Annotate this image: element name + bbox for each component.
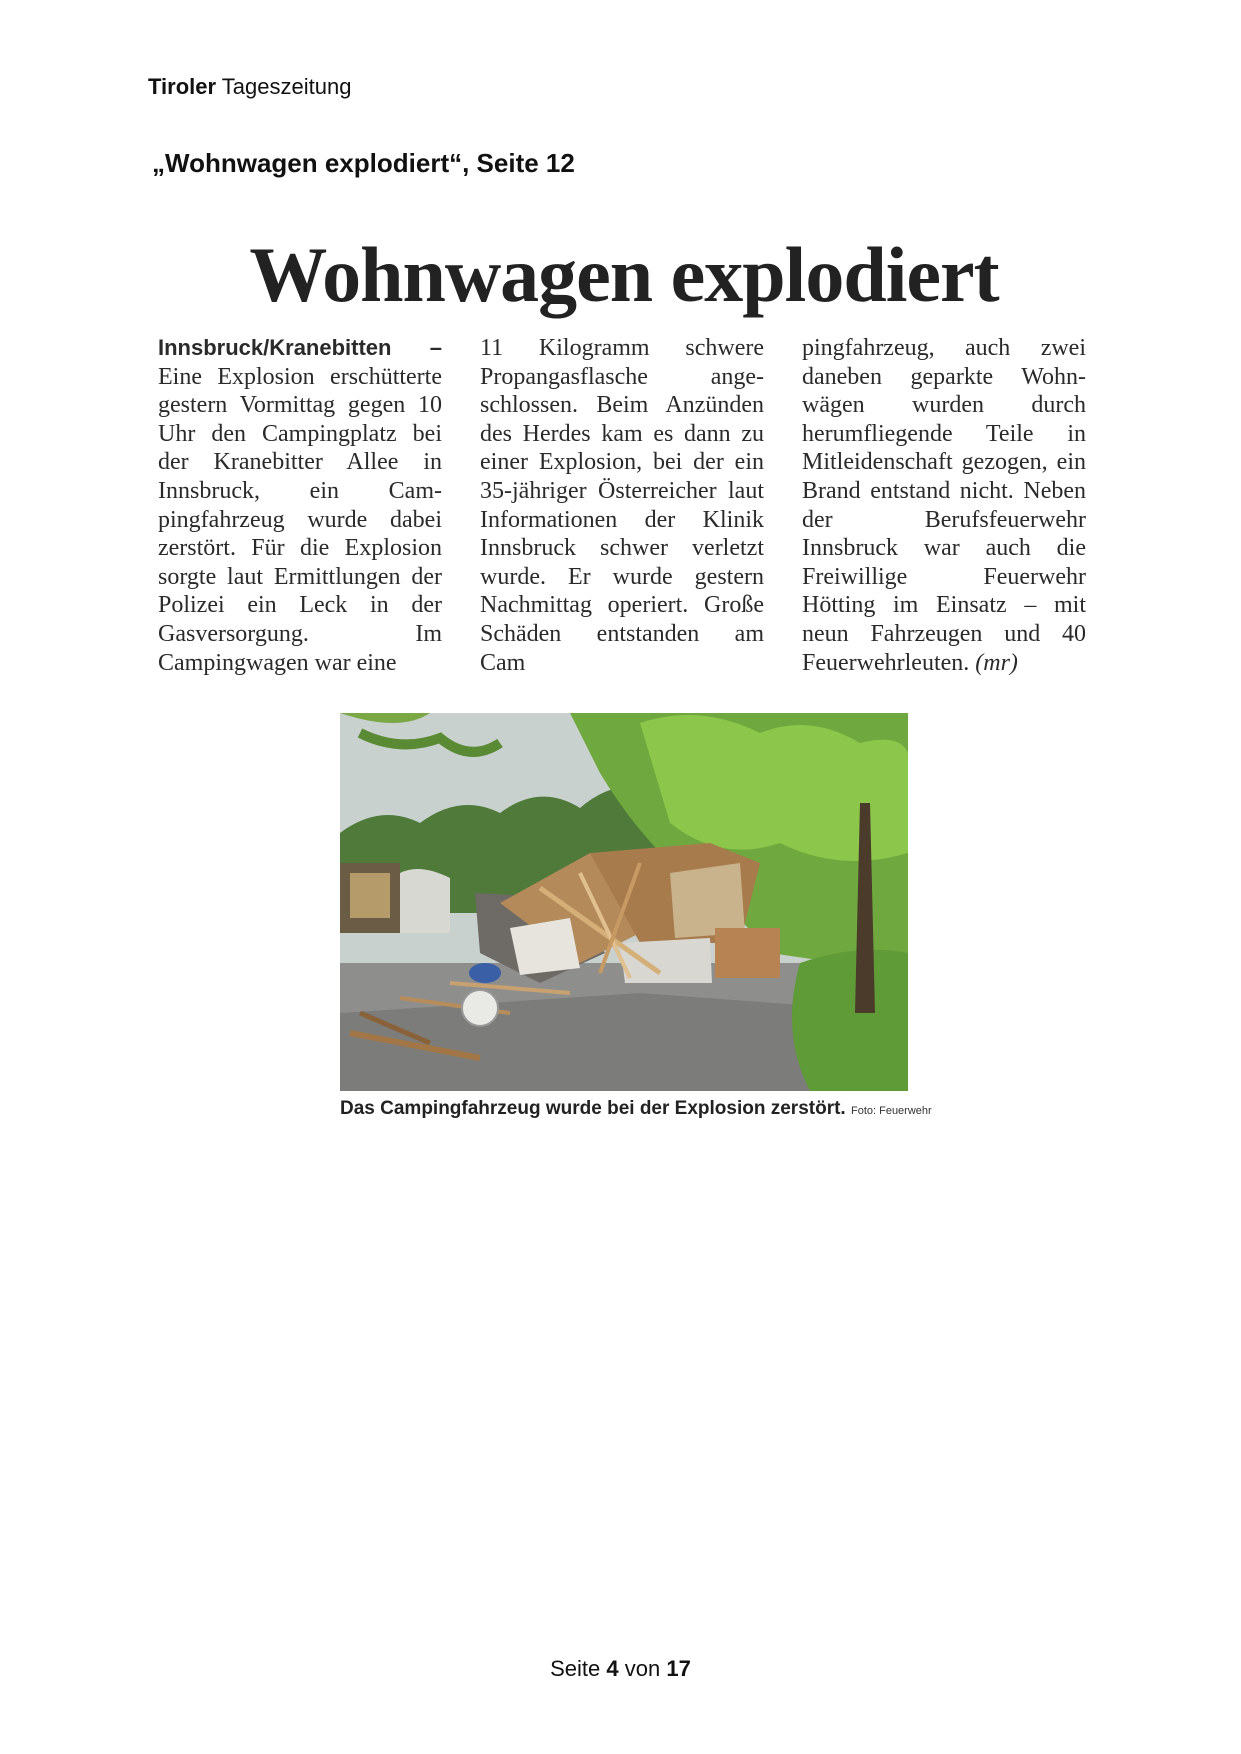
page-number-current: 4 — [606, 1656, 619, 1681]
page-number — [0, 1656, 1241, 1682]
article-column-1-text: Eine Explosion erschütterte gestern Vormittag gegen 10 Uhr den Campingplatz bei der Kranebitter Allee in Innsbruck, ein Campingfahrzeug wurde dabei zerstört. Für die Explosion sorgte laut Ermittlungen der Polizei ein Leck in der Gasversorgung. Im Campingwagen war eine — [158, 363, 442, 676]
publisher-name — [148, 74, 351, 100]
explosion-scene-image — [340, 713, 908, 1091]
article-photo — [340, 713, 908, 1091]
article-column-3-text: pingfahrzeug, auch zwei daneben geparkte Wohnwägen wurden durch herumfliegende Teile in Mitleidenschaft gezogen, ein Brand entstand nicht. Neben der Berufsfeuerwehr Innsbruck war auch die Freiwillige Feuerwehr Hötting im Einsatz – mit neun Fahrzeugen und 40 Feuerwehrleuten. — [802, 335, 1086, 676]
article-column-1 — [158, 334, 442, 684]
publisher-name-bold: Tiroler — [148, 74, 217, 99]
page-number-prefix: Seite — [550, 1656, 601, 1681]
photo-caption — [340, 1098, 932, 1120]
photo-credit: Foto: Feuerwehr — [850, 1105, 932, 1117]
page-number-middle: von — [624, 1656, 661, 1681]
publisher-name-rest: Tageszeitung — [221, 74, 352, 99]
photo-caption-text: Das Campingfahrzeug wurde bei der Explosion zerstört. — [340, 1098, 846, 1119]
article-column-3 — [802, 334, 1086, 684]
article-body — [158, 334, 1086, 684]
article-column-2 — [480, 334, 764, 684]
article-column-2-text: 11 Kilogramm schwere Propangasflasche angeschlossen. Beim Anzünden des Herdes kam es dann zu einer Explosion, bei der ein 35-jähriger Österreicher laut Informationen der Klinik Innsbruck schwer verletzt wurde. Er wurde gestern Nachmittag operiert. Große Schäden entstanden am Cam — [480, 335, 764, 676]
article-reference-title: „Wohnwagen explodiert“, Seite 12 — [152, 148, 575, 178]
article-author: (mr) — [975, 649, 1018, 676]
page-number-total: 17 — [666, 1656, 691, 1681]
article-dateline: Innsbruck/Kranebitten – — [158, 335, 442, 360]
article-headline: Wohnwagen explodiert — [249, 231, 999, 318]
